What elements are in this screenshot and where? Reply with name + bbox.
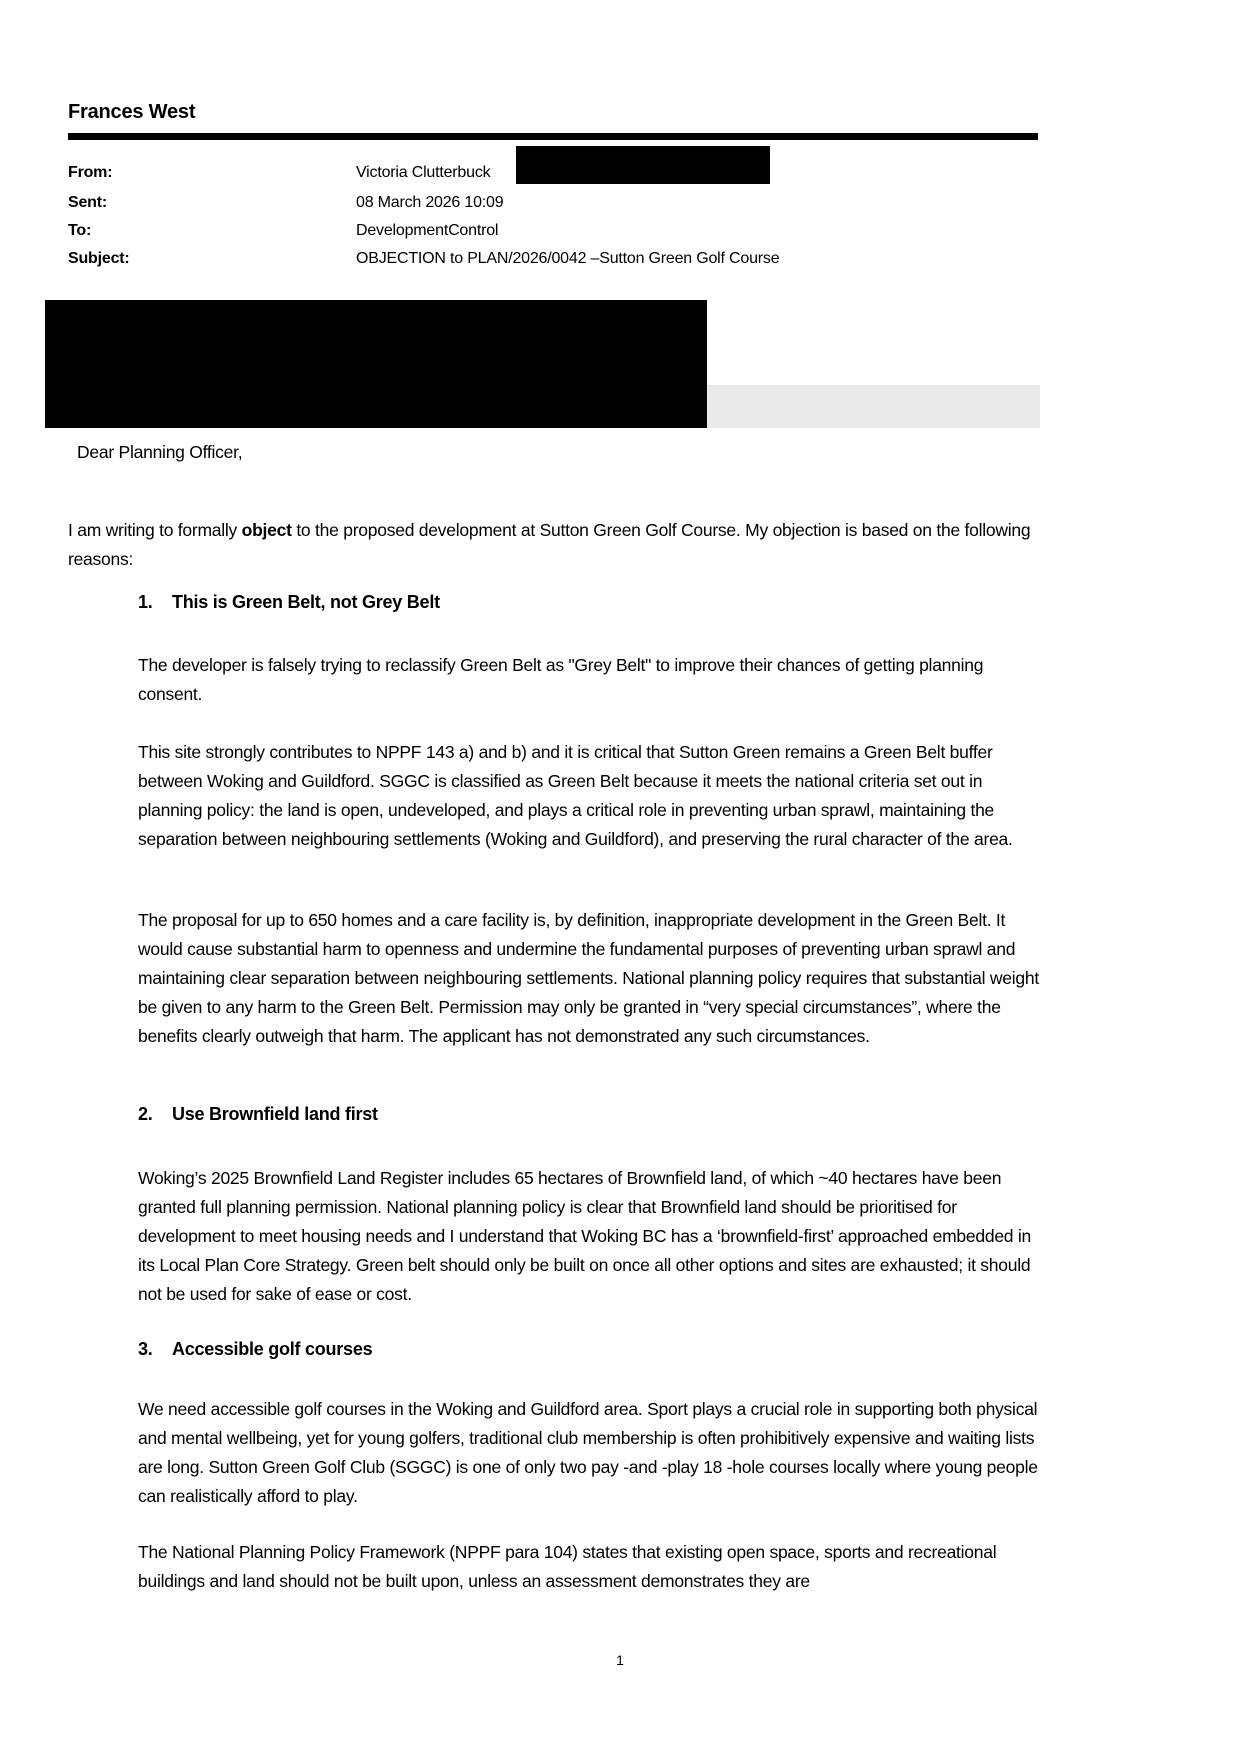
section-1-heading xyxy=(138,592,440,613)
meta-value-sent: 08 March 2026 10:09 xyxy=(356,194,504,211)
meta-label-sent: Sent: xyxy=(68,194,108,211)
intro-paragraph xyxy=(68,516,1043,574)
intro-text-post: to the proposed development at Sutton Green Golf Course. My objection is based on the following reasons: xyxy=(68,520,1031,569)
intro-text-bold-object: object xyxy=(241,520,292,540)
section-2-paragraph-1: Woking’s 2025 Brownfield Land Register includes 65 hectares of Brownfield land, of which ~40 hectares have been granted full planning permission. National planning policy is clear that Brownfield land should be prioritised for development to meet housing needs and I understand that Woking BC has a ‘brownfield-first’ approached embedded in its Local Plan Core Strategy. Green belt should only be built on once all other options and sites are exhausted; it should not be used for sake of ease or cost. xyxy=(138,1168,1032,1304)
section-2-heading xyxy=(138,1104,378,1125)
section-2-number: 2. xyxy=(138,1104,153,1124)
meta-label-from: From: xyxy=(68,164,113,181)
section-3-heading xyxy=(138,1339,372,1360)
meta-value-subject: OBJECTION to PLAN/2026/0042 –Sutton Green Golf Course xyxy=(356,250,780,267)
meta-value-from: Victoria Clutterbuck xyxy=(356,164,491,181)
salutation: Dear Planning Officer, xyxy=(77,442,243,462)
section-3-paragraph-1: We need accessible golf courses in the Woking and Guildford area. Sport plays a crucial role in supporting both physical and mental wellbeing, yet for young golfers, traditional club membership is often prohibitively expensive and waiting lists are long. Sutton Green Golf Club (SGGC) is one of only two pay -and -play 18 -hole courses locally where young people can realistically afford to play. xyxy=(138,1399,1038,1506)
redacted-address-block xyxy=(45,300,707,428)
meta-value-to: DevelopmentControl xyxy=(356,222,499,239)
section-1-paragraph-3: The proposal for up to 650 homes and a care facility is, by definition, inappropriate development in the Green Belt. It would cause substantial harm to openness and undermine the fundamental purposes of preventing urban sprawl and maintaining clear separation between neighbouring settlements. National planning policy requires that substantial weight be given to any harm to the Green Belt. Permission may only be granted in “very special circumstances”, where the benefits clearly outweigh that harm. The applicant has not demonstrated any such circumstances. xyxy=(138,910,1039,1046)
section-1-title: This is Green Belt, not Grey Belt xyxy=(172,592,440,612)
sender-header-name: Frances West xyxy=(68,101,196,123)
section-1-paragraph-2: This site strongly contributes to NPPF 143 a) and b) and it is critical that Sutton Green remains a Green Belt buffer between Woking and Guildford. SGGC is classified as Green Belt because it meets the national criteria set out in planning policy: the land is open, undeveloped, and plays a critical role in preventing urban sprawl, maintaining the separation between neighbouring settlements (Woking and Guildford), and preserving the rural character of the area. xyxy=(138,742,1013,849)
gray-highlight-strip xyxy=(707,385,1040,428)
section-3-number: 3. xyxy=(138,1339,153,1359)
redacted-email-address-block xyxy=(516,146,770,184)
intro-text-pre: I am writing to formally xyxy=(68,520,242,540)
meta-label-to: To: xyxy=(68,222,92,239)
section-3-paragraph-2: The National Planning Policy Framework (NPPF para 104) states that existing open space, sports and recreational buildings and land should not be built upon, unless an assessment demonstrates they are xyxy=(138,1542,997,1591)
section-3-title: Accessible golf courses xyxy=(172,1339,373,1359)
page-number: 1 xyxy=(616,1652,624,1668)
section-2-title: Use Brownfield land first xyxy=(172,1104,378,1124)
section-1-paragraph-1: The developer is falsely trying to reclassify Green Belt as "Grey Belt" to improve their chances of getting planning consent. xyxy=(138,655,984,704)
meta-label-subject: Subject: xyxy=(68,250,130,267)
section-1-number: 1. xyxy=(138,592,153,612)
header-divider-rule xyxy=(68,133,1038,140)
